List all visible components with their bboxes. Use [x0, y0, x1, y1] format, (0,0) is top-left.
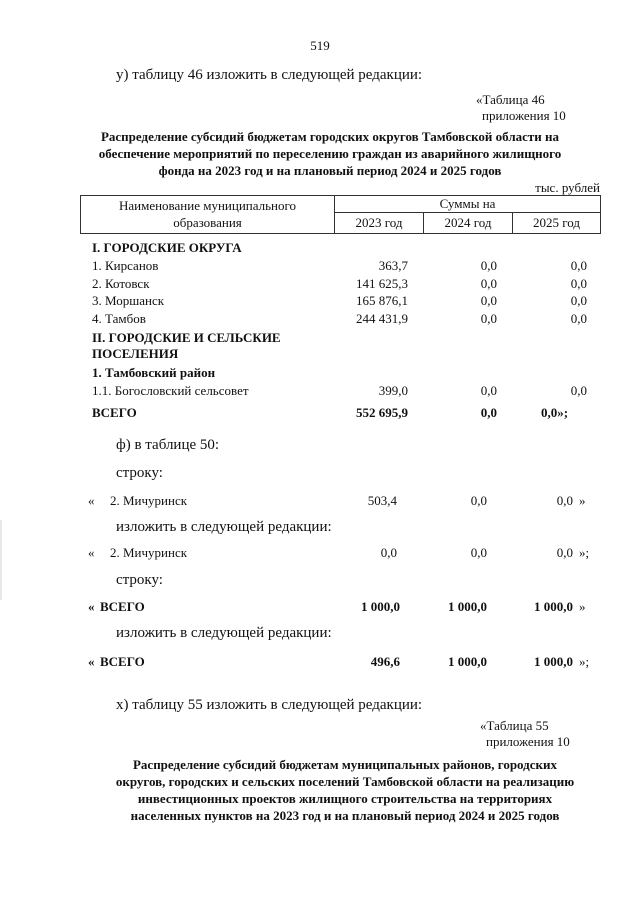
scan-edge — [0, 520, 2, 600]
header-name-line1: Наименование муниципального — [118, 198, 297, 213]
row-name: 3. Моршанск — [92, 293, 165, 308]
header-mid-line — [334, 212, 601, 213]
row-value-2024: 1 000,0 — [448, 654, 487, 669]
table55-title-line1: Распределение субсидий бюджетам муниципальных районов, городских — [132, 757, 558, 772]
total-value-2023: 552 695,9 — [356, 405, 408, 420]
close-quote: »; — [579, 654, 590, 669]
open-quote: « — [88, 654, 95, 669]
row-value-2023: 399,0 — [378, 383, 408, 398]
header-name-line2: образования — [173, 215, 242, 230]
table46-title-line3: фонда на 2023 год и на плановый период 2024 и 2025 годов — [158, 163, 502, 178]
table55-ref-line2: приложения 10 — [486, 734, 570, 749]
row-value-2023: 141 625,3 — [356, 276, 408, 291]
table55-title-line2: округов, городских и сельских поселений Тамбовской области на реализацию — [115, 774, 575, 789]
row-value-2024: 0,0 — [480, 276, 497, 291]
table46-title-line2: обеспечение мероприятий по переселению граждан из аварийного жилищного — [98, 146, 562, 161]
row-name: 2. Котовск — [92, 276, 150, 291]
row-value-2025: 0,0 — [556, 493, 573, 508]
row-value-2024: 0,0 — [480, 258, 497, 273]
row-value-2023: 165 876,1 — [356, 293, 408, 308]
izlozhit-label-1: изложить в следующей редакции: — [116, 519, 332, 535]
open-quote: « — [88, 493, 95, 508]
row-value-2024: 0,0 — [480, 383, 497, 398]
row-value-2023: 244 431,9 — [356, 311, 408, 326]
header-name-cell — [81, 197, 334, 231]
row-value-2025: 0,0 — [570, 276, 587, 291]
stroku-label-1: строку: — [116, 465, 163, 481]
total-label: ВСЕГО — [92, 405, 137, 420]
row-name: 2. Мичуринск — [110, 493, 188, 508]
close-quote: »; — [579, 545, 590, 560]
item-f-text: ф) в таблице 50: — [116, 437, 220, 453]
row-value-2024: 0,0 — [480, 311, 497, 326]
header-bottom-line — [80, 233, 601, 234]
table46-title-line1: Распределение субсидий бюджетам городских округов Тамбовской области на — [100, 129, 560, 144]
page-number: 519 — [310, 38, 330, 53]
row-name: 2. Мичуринск — [110, 545, 188, 560]
row-value-2025: 1 000,0 — [534, 654, 573, 669]
row-name: ВСЕГО — [100, 599, 145, 614]
row-name: 1.1. Богословский сельсовет — [92, 383, 249, 398]
table46-reference — [476, 92, 566, 124]
close-quote: » — [579, 493, 586, 508]
table55-reference — [480, 718, 570, 750]
district-heading: 1. Тамбовский район — [92, 365, 216, 380]
table46-ref-line2: приложения 10 — [482, 108, 566, 123]
section-heading-1: I. ГОРОДСКИЕ ОКРУГА — [92, 240, 242, 255]
open-quote: « — [88, 545, 95, 560]
item-h-text: х) таблицу 55 изложить в следующей редакции: — [116, 697, 423, 713]
row-value-2024: 1 000,0 — [448, 599, 487, 614]
row-value-2023: 1 000,0 — [361, 599, 400, 614]
row-value-2023: 503,4 — [367, 493, 397, 508]
table55-title — [90, 756, 600, 824]
row-value-2024: 0,0 — [470, 493, 487, 508]
row-value-2024: 0,0 — [470, 545, 487, 560]
table55-ref-line1: «Таблица 55 — [480, 718, 549, 733]
header-right-border — [600, 195, 601, 234]
table55-title-line3: инвестиционных проектов жилищного строительства на территориях — [137, 791, 553, 806]
header-2025: 2025 год — [533, 215, 580, 230]
row-name: 4. Тамбов — [92, 311, 146, 326]
section-heading-2-line2: ПОСЕЛЕНИЯ — [92, 346, 179, 361]
row-value-2023: 0,0 — [380, 545, 397, 560]
row-value-2025: 1 000,0 — [534, 599, 573, 614]
row-value-2024: 0,0 — [480, 293, 497, 308]
row-value-2023: 363,7 — [378, 258, 408, 273]
total-value-2025: 0,0»; — [541, 405, 569, 420]
header-2024: 2024 год — [444, 215, 492, 230]
row-value-2023: 496,6 — [370, 654, 400, 669]
row-value-2025: 0,0 — [570, 258, 587, 273]
table55-title-line4: населенных пунктов на 2023 год и на плановый период 2024 и 2025 годов — [130, 808, 560, 823]
section-heading-2-line1: II. ГОРОДСКИЕ И СЕЛЬСКИЕ — [92, 330, 281, 345]
row-value-2025: 0,0 — [570, 293, 587, 308]
table46-title — [80, 128, 580, 179]
section-heading-2 — [92, 330, 281, 362]
item-u-text: у) таблицу 46 изложить в следующей редакции: — [116, 67, 423, 83]
row-value-2025: 0,0 — [570, 383, 587, 398]
open-quote: « — [88, 599, 95, 614]
izlozhit-label-2: изложить в следующей редакции: — [116, 625, 332, 641]
row-name: ВСЕГО — [100, 654, 145, 669]
stroku-label-2: строку: — [116, 572, 163, 588]
row-value-2025: 0,0 — [556, 545, 573, 560]
table46-ref-line1: «Таблица 46 — [476, 92, 545, 107]
units-label: тыс. рублей — [535, 180, 600, 195]
total-value-2024: 0,0 — [480, 405, 497, 420]
row-name: 1. Кирсанов — [92, 258, 159, 273]
header-sums: Суммы на — [439, 196, 496, 211]
close-quote: » — [579, 599, 586, 614]
header-2023: 2023 год — [355, 215, 403, 230]
row-value-2025: 0,0 — [570, 311, 587, 326]
